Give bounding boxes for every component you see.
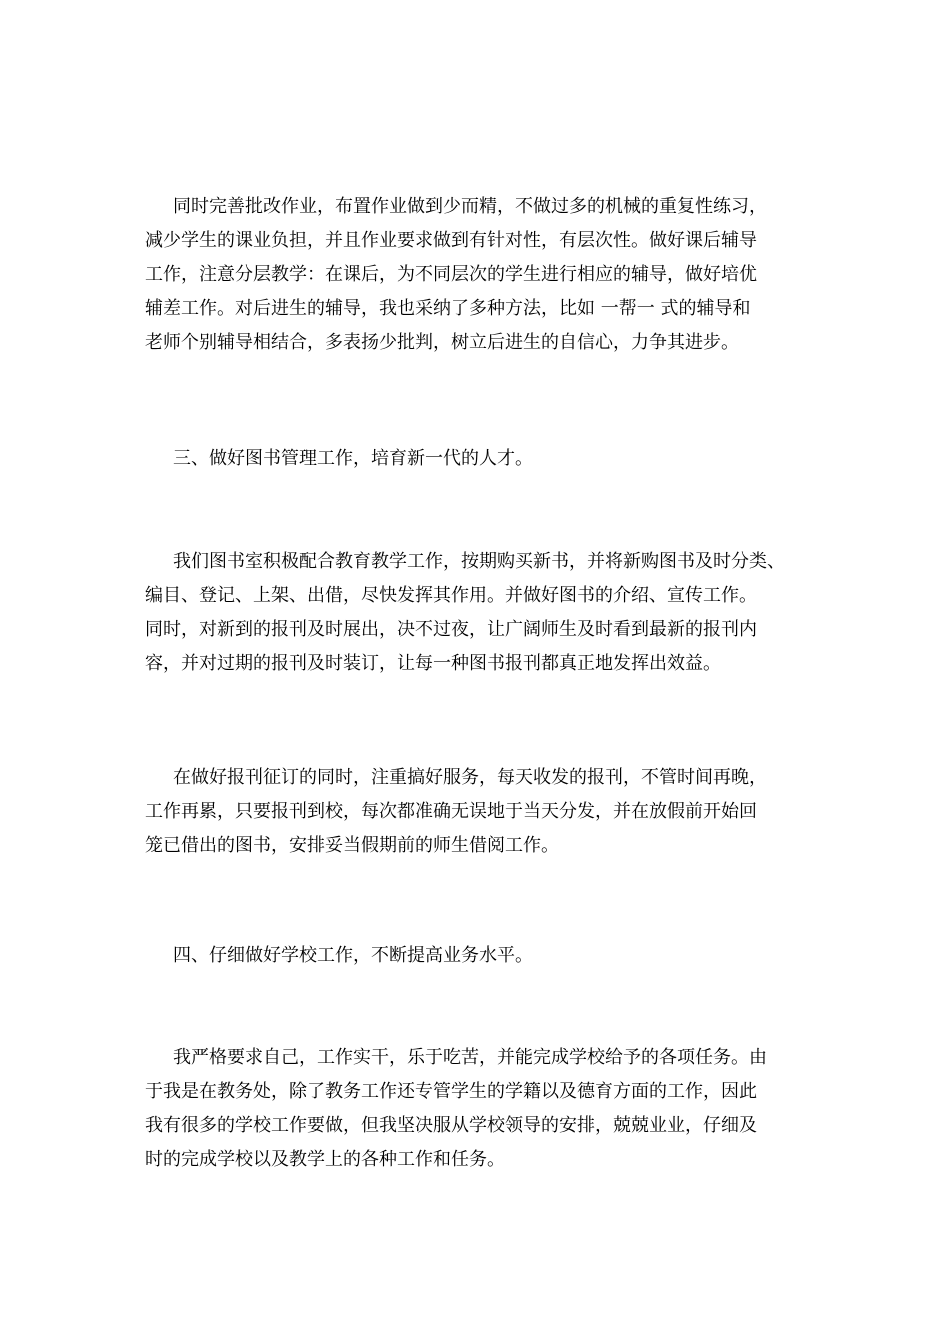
paragraph-line: 辅差工作。对后进生的辅导，我也采纳了多种方法，比如 一帮一 式的辅导和: [145, 298, 751, 319]
paragraph-line: 我们图书室积极配合教育教学工作，按期购买新书，并将新购图书及时分类、: [173, 551, 785, 572]
paragraph-line: 笼已借出的图书，安排妥当假期前的师生借阅工作。: [145, 835, 559, 856]
paragraph-periodicals: [145, 761, 825, 863]
paragraph-line: 同时完善批改作业，布置作业做到少而精，不做过多的机械的重复性练习，: [173, 196, 767, 217]
paragraph-library: [145, 545, 825, 681]
paragraph-line: 同时，对新到的报刊及时展出，决不过夜，让广阔师生及时看到最新的报刊内: [145, 619, 757, 640]
section-heading: 三、做好图书管理工作，培育新一代的人才。: [173, 448, 533, 469]
section-heading: 四、仔细做好学校工作，不断提高业务水平。: [173, 945, 533, 966]
paragraph-line: 编目、登记、上架、出借，尽快发挥其作用。并做好图书的介绍、宣传工作。: [145, 585, 757, 606]
paragraph-homework: [145, 190, 825, 360]
paragraph-line: 工作，注意分层教学：在课后，为不同层次的学生进行相应的辅导，做好培优: [145, 264, 757, 285]
paragraph-line: 工作再累，只要报刊到校，每次都准确无误地于当天分发，并在放假前开始回: [145, 801, 757, 822]
paragraph-line: 于我是在教务处，除了教务工作还专管学生的学籍以及德育方面的工作，因此: [145, 1081, 757, 1102]
paragraph-school-work: [145, 1041, 825, 1177]
paragraph-line: 我严格要求自己，工作实干，乐于吃苦，并能完成学校给予的各项任务。由: [173, 1047, 767, 1068]
paragraph-line: 容，并对过期的报刊及时装订，让每一种图书报刊都真正地发挥出效益。: [145, 653, 721, 674]
paragraph-line: 我有很多的学校工作要做，但我坚决服从学校领导的安排，兢兢业业，仔细及: [145, 1115, 757, 1136]
paragraph-line: 减少学生的课业负担，并且作业要求做到有针对性，有层次性。做好课后辅导: [145, 230, 757, 251]
section-heading-library: [145, 442, 825, 476]
paragraph-line: 老师个别辅导相结合，多表扬少批判，树立后进生的自信心，力争其进步。: [145, 332, 739, 353]
section-heading-school-work: [145, 939, 825, 973]
paragraph-line: 在做好报刊征订的同时，注重搞好服务，每天收发的报刊，不管时间再晚，: [173, 767, 767, 788]
paragraph-line: 时的完成学校以及教学上的各种工作和任务。: [145, 1149, 505, 1170]
